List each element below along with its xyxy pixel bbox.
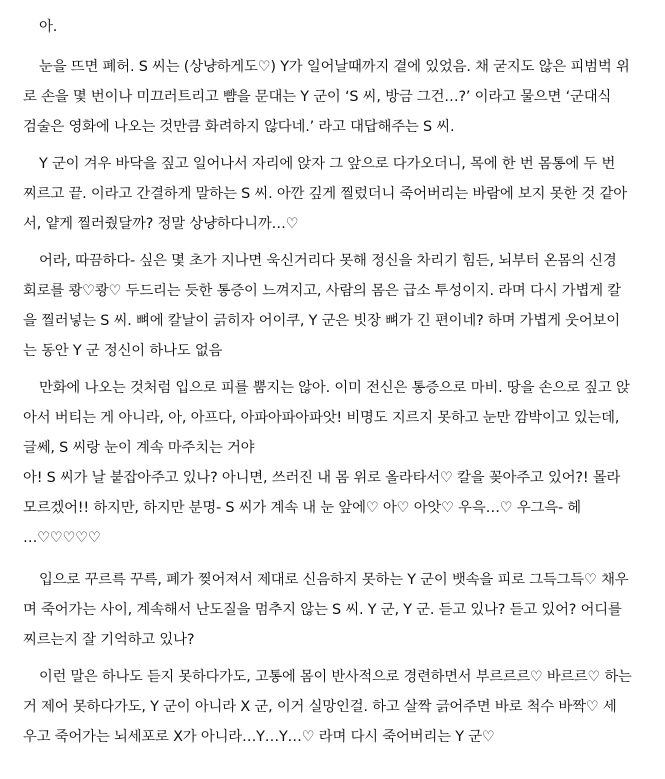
text-line: 아. xyxy=(39,19,58,35)
text-line: 입으로 꾸르륵 꾸륵, 폐가 찢어져서 제대로 신음하지 못하는 Y 군이 뱃속을 피로 그득그득♡ 채우 xyxy=(39,572,629,588)
text-line: 서, 얕게 찔러줬달까? 정말 상냥하다니까…♡ xyxy=(23,216,299,232)
text-line: 검술은 영화에 나오는 것만큼 화려하지 않다네.’ 라고 대답해주는 S 씨. xyxy=(23,119,455,135)
text-line: 찌르는지 잘 기억하고 있나? xyxy=(23,632,195,648)
text-line: 로 손을 몇 번이나 미끄러트리고 뺨을 문대는 Y 군이 ‘S 씨, 방금 그건…?’ 이라고 물으면 ‘군대식 xyxy=(23,89,612,105)
text-line: 어라, 따끔하다- 싶은 몇 초가 지나면 욱신거리다 못해 정신을 차리기 힘든, 뇌부터 온몸의 신경 xyxy=(39,253,617,269)
text-line: 아서 버티는 게 아니라, 아, 아프다, 아파아파아파앗! 비명도 지르지 못하고 눈만 깜박이고 있는데, xyxy=(23,410,620,426)
text-line: 모르겠어!! 하지만, 하지만 분명- S 씨가 계속 내 눈 앞에♡ 아♡ 아앗♡ 우윽…♡ 우그윽- 헤 xyxy=(23,500,582,516)
text-line: 찌르고 끝. 이라고 간결하게 말하는 S 씨. 아깐 깊게 찔렀더니 죽어버리는 바람에 보지 못한 것 같아 xyxy=(23,186,627,202)
text-line: 거 제어 못하다가도, Y 군이 아니라 X 군, 이거 실망인걸. 하고 살짝 긁어주면 바로 척수 바짝♡ 세 xyxy=(23,699,617,715)
text-line: …♡♡♡♡♡ xyxy=(23,530,101,546)
text-line: 며 죽어가는 사이, 계속해서 난도질을 멈추지 않는 S 씨. Y 군, Y 군. 듣고 있나? 듣고 있어? 어디를 xyxy=(23,602,622,618)
text-line: 아! S 씨가 날 붙잡아주고 있나? 아니면, 쓰러진 내 몸 위로 올라타서♡ 칼을 꽂아주고 있어?! 몰라 xyxy=(23,470,621,486)
text-line: 만화에 나오는 것처럼 입으로 피를 뿜지는 않아. 이미 전신은 통증으로 마비. 땅을 손으로 짚고 앉 xyxy=(39,380,630,396)
text-line: Y 군이 겨우 바닥을 짚고 일어나서 자리에 앉자 그 앞으로 다가오더니, 목에 한 번 몸통에 두 번 xyxy=(39,156,616,172)
text-line: 글쎄, S 씨랑 눈이 계속 마주치는 거야 xyxy=(23,440,255,456)
text-line: 우고 죽어가는 뇌세포로 X가 아니라…Y…Y…♡ 라며 다시 죽어버리는 Y 군♡ xyxy=(23,729,495,745)
text-line: 는 동안 Y 군 정신이 하나도 없음 xyxy=(23,343,223,359)
text-line: 회로를 쾅♡쾅♡ 두드리는 듯한 통증이 느껴지고, 사람의 몸은 급소 투성이지. 라며 다시 가볍게 칼 xyxy=(23,283,621,299)
text-line: 을 찔러넣는 S 씨. 뼈에 칼날이 긁히자 어이쿠, Y 군은 빗장 뼈가 긴 편이네? 하며 가볍게 웃어보이 xyxy=(23,313,620,329)
text-line: 눈을 뜨면 폐허. S 씨는 (상냥하게도♡) Y가 일어날때까지 곁에 있었음. 채 굳지도 않은 피범벅 위 xyxy=(39,59,630,75)
text-line: 이런 말은 하나도 듣지 못하다가도, 고통에 몸이 반사적으로 경련하면서 부르르르♡ 바르르♡ 하는 xyxy=(39,669,632,685)
